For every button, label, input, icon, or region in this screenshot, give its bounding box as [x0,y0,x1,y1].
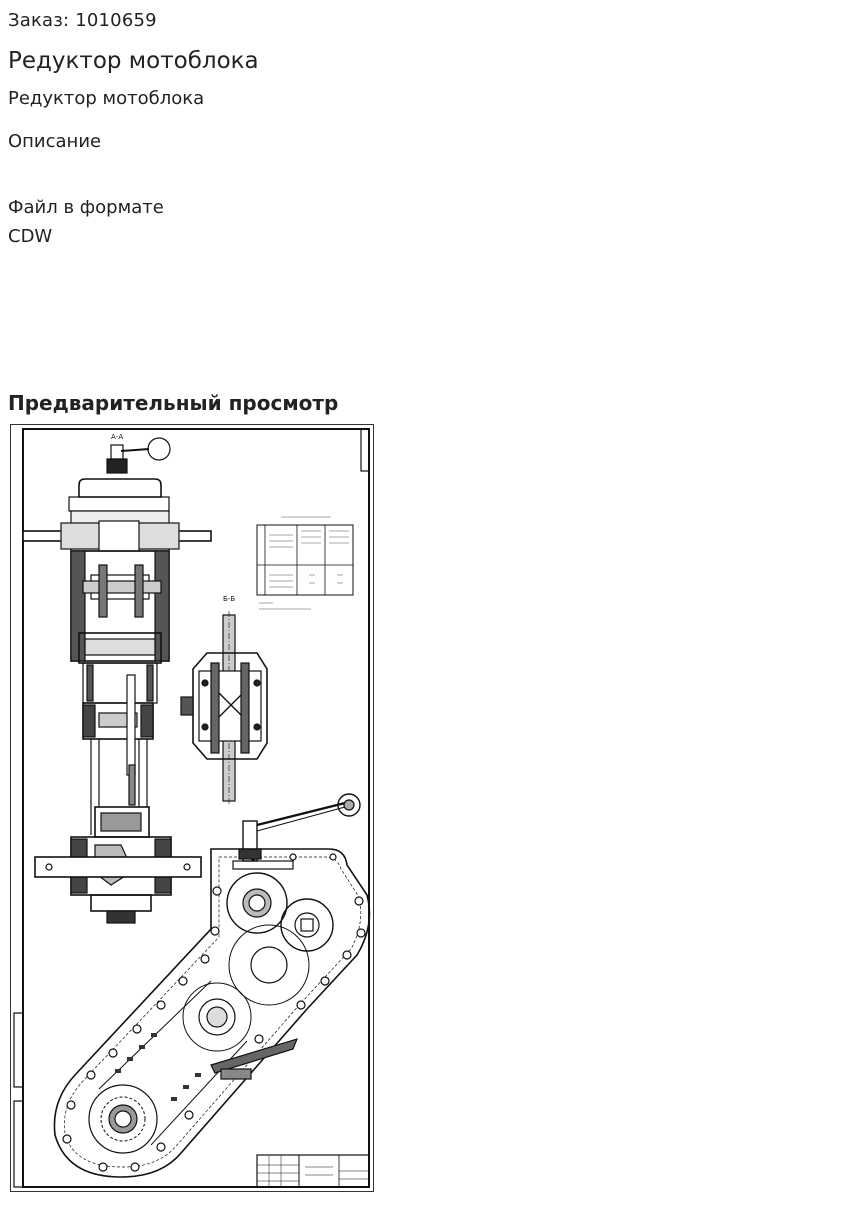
order-number: Заказ: 1010659 [8,10,157,31]
view-label: А-А [111,433,124,441]
preview-image[interactable] [10,424,374,1192]
preview-heading: Предварительный просмотр [8,391,339,415]
page-title: Редуктор мотоблока [8,48,259,74]
description-label: Описание [8,131,102,152]
gearbox-drawing [11,425,373,1191]
section-label: Б-Б [223,595,236,603]
product-subtitle: Редуктор мотоблока [8,88,205,109]
file-format-info: Файл в формате CDW [8,197,164,247]
